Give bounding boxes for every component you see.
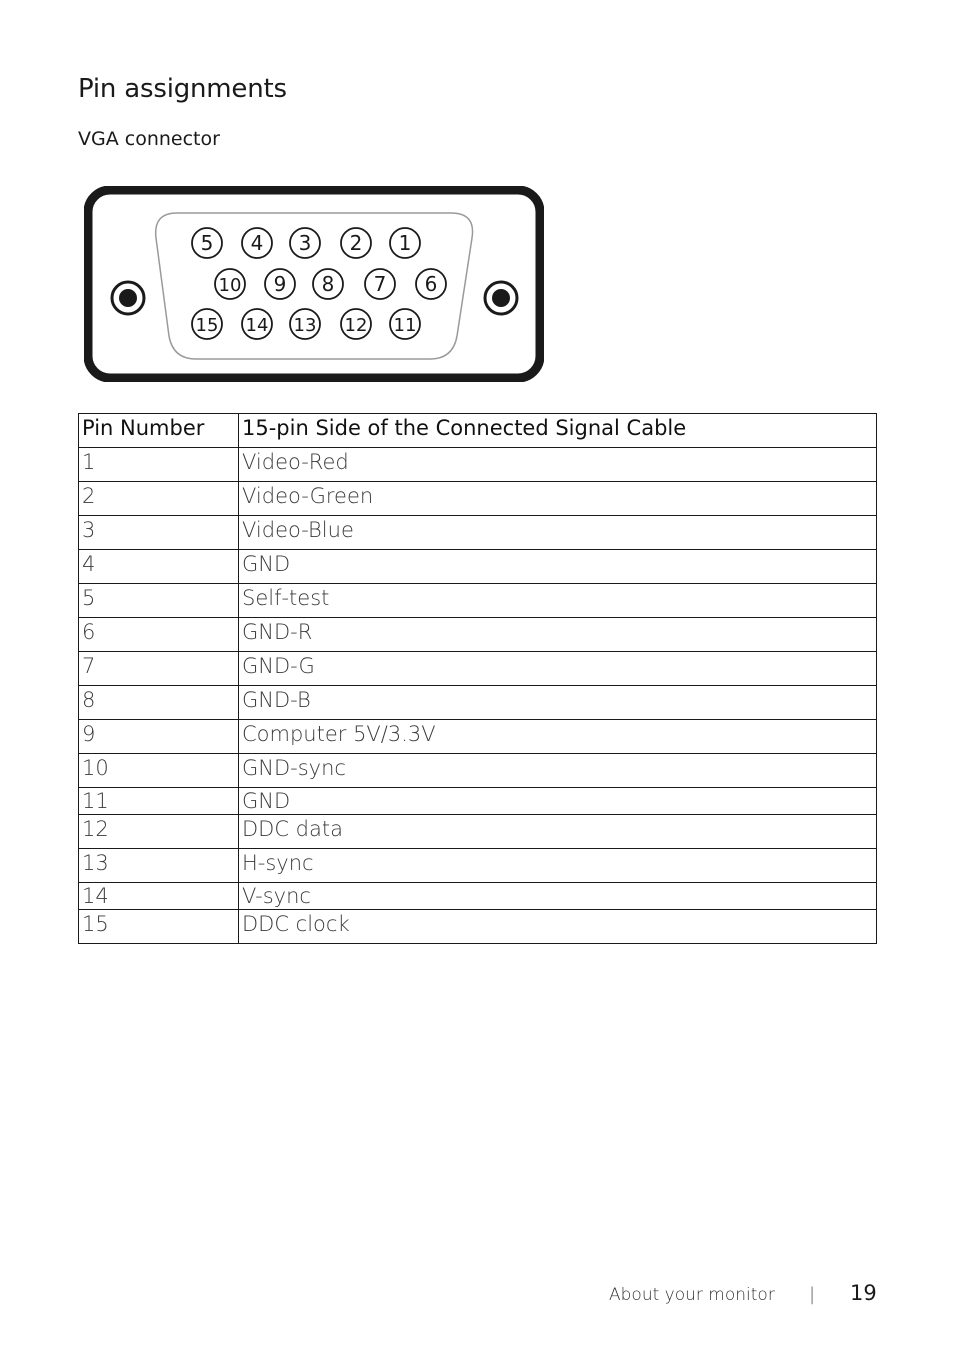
signal-name-cell: H-sync: [239, 849, 877, 883]
table-row: [79, 516, 877, 550]
connector-pin: [341, 228, 371, 258]
connector-pin: [341, 309, 371, 339]
connector-pin: [365, 269, 395, 299]
pin-label: 4: [250, 231, 264, 255]
signal-name-cell: Video-Blue: [239, 516, 877, 550]
mounting-hole-left: [112, 282, 144, 314]
pin-number-cell: 1: [79, 448, 239, 482]
signal-name-cell: GND-R: [239, 618, 877, 652]
table-row: [79, 788, 877, 815]
signal-name-cell: Video-Green: [239, 482, 877, 516]
pin-number-cell: 13: [79, 849, 239, 883]
signal-name-cell: GND-sync: [239, 754, 877, 788]
section-subtitle: VGA connector: [78, 128, 220, 150]
footer-section-title: About your monitor: [609, 1285, 775, 1305]
pin-label: 5: [200, 231, 214, 255]
pin-number-cell: 10: [79, 754, 239, 788]
vga-connector-diagram: [84, 186, 544, 382]
pin-number-cell: 12: [79, 815, 239, 849]
table-row: [79, 720, 877, 754]
table-row: [79, 482, 877, 516]
signal-name-cell: GND: [239, 788, 877, 815]
table-row: [79, 652, 877, 686]
signal-name-cell: DDC data: [239, 815, 877, 849]
pin-number-cell: 8: [79, 686, 239, 720]
connector-pin: [290, 309, 320, 339]
connector-pin: [390, 228, 420, 258]
pin-label: 2: [349, 231, 363, 255]
pin-label: 7: [373, 272, 387, 296]
pin-label: 1: [398, 231, 412, 255]
table-row: [79, 686, 877, 720]
connector-pin: [192, 309, 222, 339]
pin-label: 15: [195, 315, 219, 336]
pin-number-cell: 5: [79, 584, 239, 618]
pin-number-cell: 6: [79, 618, 239, 652]
pin-number-cell: 7: [79, 652, 239, 686]
pin-label: 13: [293, 315, 317, 336]
pin-label: 3: [298, 231, 312, 255]
footer-separator: |: [809, 1284, 816, 1305]
page-number: 19: [850, 1281, 877, 1305]
pin-label: 14: [245, 315, 269, 336]
signal-name-cell: DDC clock: [239, 910, 877, 944]
pin-number-cell: 2: [79, 482, 239, 516]
connector-pin: [215, 269, 245, 299]
table-row: [79, 815, 877, 849]
pin-label: 8: [321, 272, 335, 296]
table-row: [79, 883, 877, 910]
table-row: [79, 910, 877, 944]
mounting-hole-right: [485, 282, 517, 314]
table-row: [79, 448, 877, 482]
column-header-pin-number: Pin Number: [79, 414, 239, 448]
table-row: [79, 754, 877, 788]
connector-pin: [416, 269, 446, 299]
connector-pin: [390, 309, 420, 339]
signal-name-cell: GND-B: [239, 686, 877, 720]
signal-name-cell: GND: [239, 550, 877, 584]
signal-name-cell: V-sync: [239, 883, 877, 910]
pin-label: 11: [393, 315, 417, 336]
column-header-signal: 15-pin Side of the Connected Signal Cable: [239, 414, 877, 448]
signal-name-cell: Computer 5V/3.3V: [239, 720, 877, 754]
pin-label: 9: [273, 272, 287, 296]
connector-pin: [192, 228, 222, 258]
signal-name-cell: GND-G: [239, 652, 877, 686]
connector-pin: [242, 228, 272, 258]
pin-number-cell: 4: [79, 550, 239, 584]
table-row: [79, 618, 877, 652]
pin-number-cell: 3: [79, 516, 239, 550]
signal-name-cell: Video-Red: [239, 448, 877, 482]
connector-pin: [313, 269, 343, 299]
page-title: Pin assignments: [78, 74, 287, 104]
table-row: [79, 584, 877, 618]
pin-label: 12: [344, 315, 368, 336]
connector-pin: [242, 309, 272, 339]
signal-name-cell: Self-test: [239, 584, 877, 618]
table-header-row: [79, 414, 877, 448]
pin-number-cell: 9: [79, 720, 239, 754]
pin-label: 6: [424, 272, 438, 296]
table-row: [79, 849, 877, 883]
pin-assignment-table: [78, 413, 877, 944]
pin-number-cell: 14: [79, 883, 239, 910]
connector-pin: [265, 269, 295, 299]
connector-pin: [290, 228, 320, 258]
pin-number-cell: 15: [79, 910, 239, 944]
pin-number-cell: 11: [79, 788, 239, 815]
pin-label: 10: [218, 275, 242, 296]
table-row: [79, 550, 877, 584]
